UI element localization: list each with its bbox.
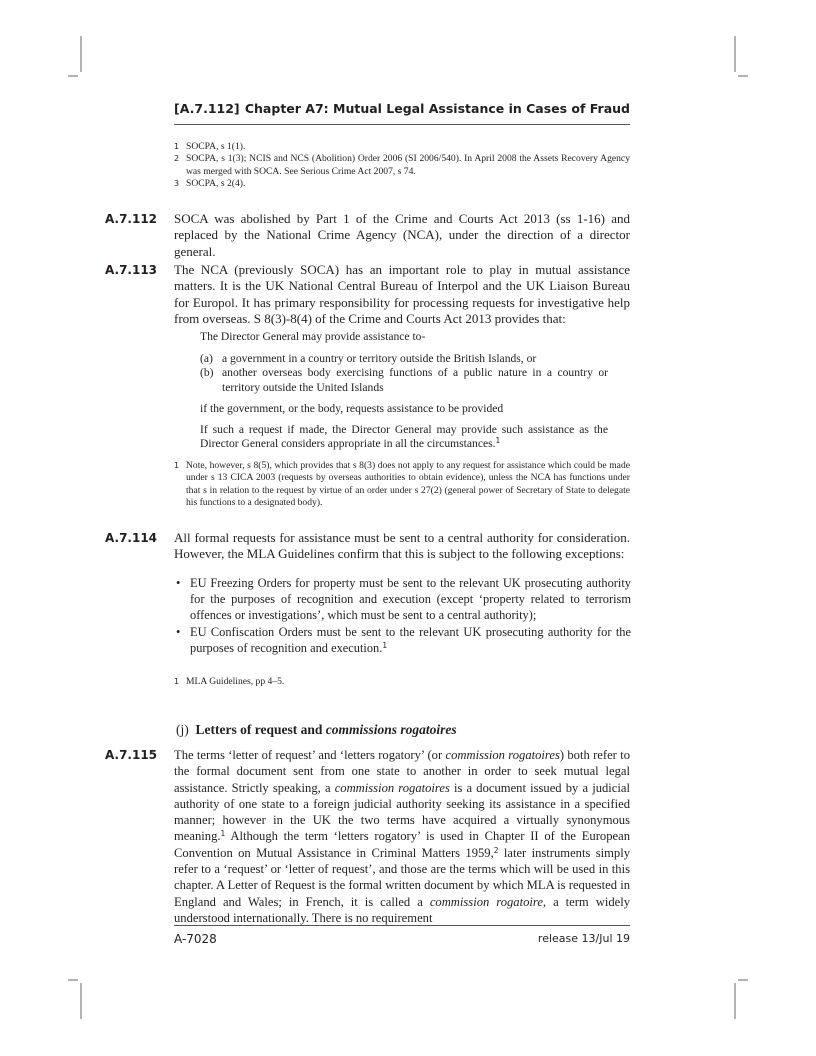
crop-mark-br-vertical: [734, 983, 736, 1019]
page-number: A-7028: [174, 932, 217, 946]
paragraph-body: The NCA (previously SOCA) has an important role to play in mutual assistance matters. It is the UK National Central Bureau of Interpol and the UK Liaison Bureau for Europol. It has primary responsibility for processing requests for investigative help from overseas. S 8(3)-8(4) of the Crime and Courts Act 2013 provides that:: [174, 262, 630, 326]
section-heading: (j) Letters of request and commissions rogatoires: [176, 722, 457, 737]
paragraph-number: A.7.113: [105, 263, 158, 277]
footnote: 1 Note, however, s 8(5), which provides that s 8(3) does not apply to any request for assistance which could be made under s 13 CICA 2003 (requests by overseas authorities to obtain evidence), unless the NCA has functions under that s in relation to the request by virtue of an order under s 27(2) (general power of Secretary of State to delegate his functions to a designated body).: [174, 460, 630, 508]
list-item: • EU Freezing Orders for property must be sent to the relevant UK prosecuting authority for the purposes of recognition and execution (except ‘property related to terrorism offences or investigations’, which must be sent to a central authority);: [176, 576, 631, 623]
footer-rule: [174, 925, 630, 926]
footnote: 2 SOCPA, s 1(3); NCIS and NCS (Abolition) Order 2006 (SI 2006/540). In April 2008 the Assets Recovery Agency was merged with SOCA. See Serious Crime Act 2007, s 74.: [174, 153, 630, 177]
footnote-ref[interactable]: 1: [382, 640, 388, 650]
quote-condition: if the government, or the body, requests assistance to be provided: [200, 402, 504, 415]
crop-mark-bl-vertical: [80, 983, 82, 1019]
footnote-ref[interactable]: 2: [493, 845, 499, 855]
running-header: [174, 101, 630, 121]
quote-closing: If such a request if made, the Director General may provide such assistance as the Director General considers appropriate in all the circumstances.$^1$: [200, 422, 608, 450]
top-footnotes: [174, 141, 630, 190]
quote-intro: The Director General may provide assistance to-: [200, 330, 426, 343]
running-footer: [174, 932, 630, 950]
paragraph-number: A.7.114: [105, 531, 158, 545]
footnote-a7114: [174, 676, 630, 688]
paragraph-a7114: [105, 530, 630, 563]
crop-mark-tl-vertical: [80, 36, 82, 72]
footnote-a7113: [174, 460, 630, 509]
footnote-ref[interactable]: 1: [495, 436, 501, 445]
paragraph-body: The terms ‘letter of request’ and ‘letters rogatory’ (or commission rogatoires) both refer to the formal document sent from one state to another in order to seek mutual legal assistance. Strictly speaking, a commission rogatoires is a document issued by a judicial authority of one state to a foreign judicial authority seeking its assistance in a specified manner; however in the UK the two terms have acquired a virtually synonymous meaning.$^1$ Although the term ‘letters rogatory’ is used in Chapter II of the European Convention on Mutual Assistance in Criminal Matters 1959,$^2$ later instruments simply refer to a ‘request’ or ‘letter of request’, and those are the terms which will be used in this chapter. A Letter of Request is the formal written document by which MLA is requested in England and Wales; in French, it is called a commission rogatoire, a term widely understood internationally. There is no requirement: [174, 748, 630, 925]
quote-item: (a) a government in a country or territory outside the British Islands, or: [200, 351, 537, 365]
quote-item: (b) another overseas body exercising functions of a public nature in a country or territory outside the United Islands: [200, 366, 608, 394]
footnote: 1 MLA Guidelines, pp 4–5.: [174, 676, 285, 687]
release-date: release 13/Jul 19: [537, 932, 630, 945]
footnote: 1 SOCPA, s 1(1).: [174, 141, 246, 152]
crop-mark-br-horizontal: [738, 979, 748, 981]
paragraph-a7115: [105, 747, 630, 926]
header-chapter-title: Chapter A7: Mutual Legal Assistance in Cases of Fraud: [244, 101, 630, 116]
exceptions-list: [176, 575, 631, 656]
paragraph-number: A.7.112: [105, 212, 158, 226]
list-item: • EU Confiscation Orders must be sent to the relevant UK prosecuting authority for the purposes of recognition and execution.$^1$: [176, 624, 631, 655]
header-para-ref: [A.7.112]: [174, 101, 240, 116]
paragraph-a7113: [105, 262, 630, 327]
footnote-ref[interactable]: 1: [220, 829, 226, 839]
footnote: 3 SOCPA, s 2(4).: [174, 177, 246, 189]
crop-mark-tr-vertical: [734, 36, 736, 72]
crop-mark-bl-horizontal: [68, 979, 78, 981]
statutory-quote: [200, 330, 608, 452]
paragraph-body: SOCA was abolished by Part 1 of the Crime and Courts Act 2013 (ss 1-16) and replaced by the National Crime Agency (NCA), under the direction of a director general.: [174, 211, 630, 259]
crop-mark-tr-horizontal: [738, 75, 748, 77]
paragraph-number: A.7.115: [105, 748, 158, 762]
crop-mark-tl-horizontal: [68, 75, 78, 77]
paragraph-body: All formal requests for assistance must be sent to a central authority for consideration. However, the MLA Guidelines confirm that this is subject to the following exceptions:: [174, 530, 630, 562]
paragraph-a7112: [105, 211, 630, 260]
header-rule: [174, 124, 630, 125]
